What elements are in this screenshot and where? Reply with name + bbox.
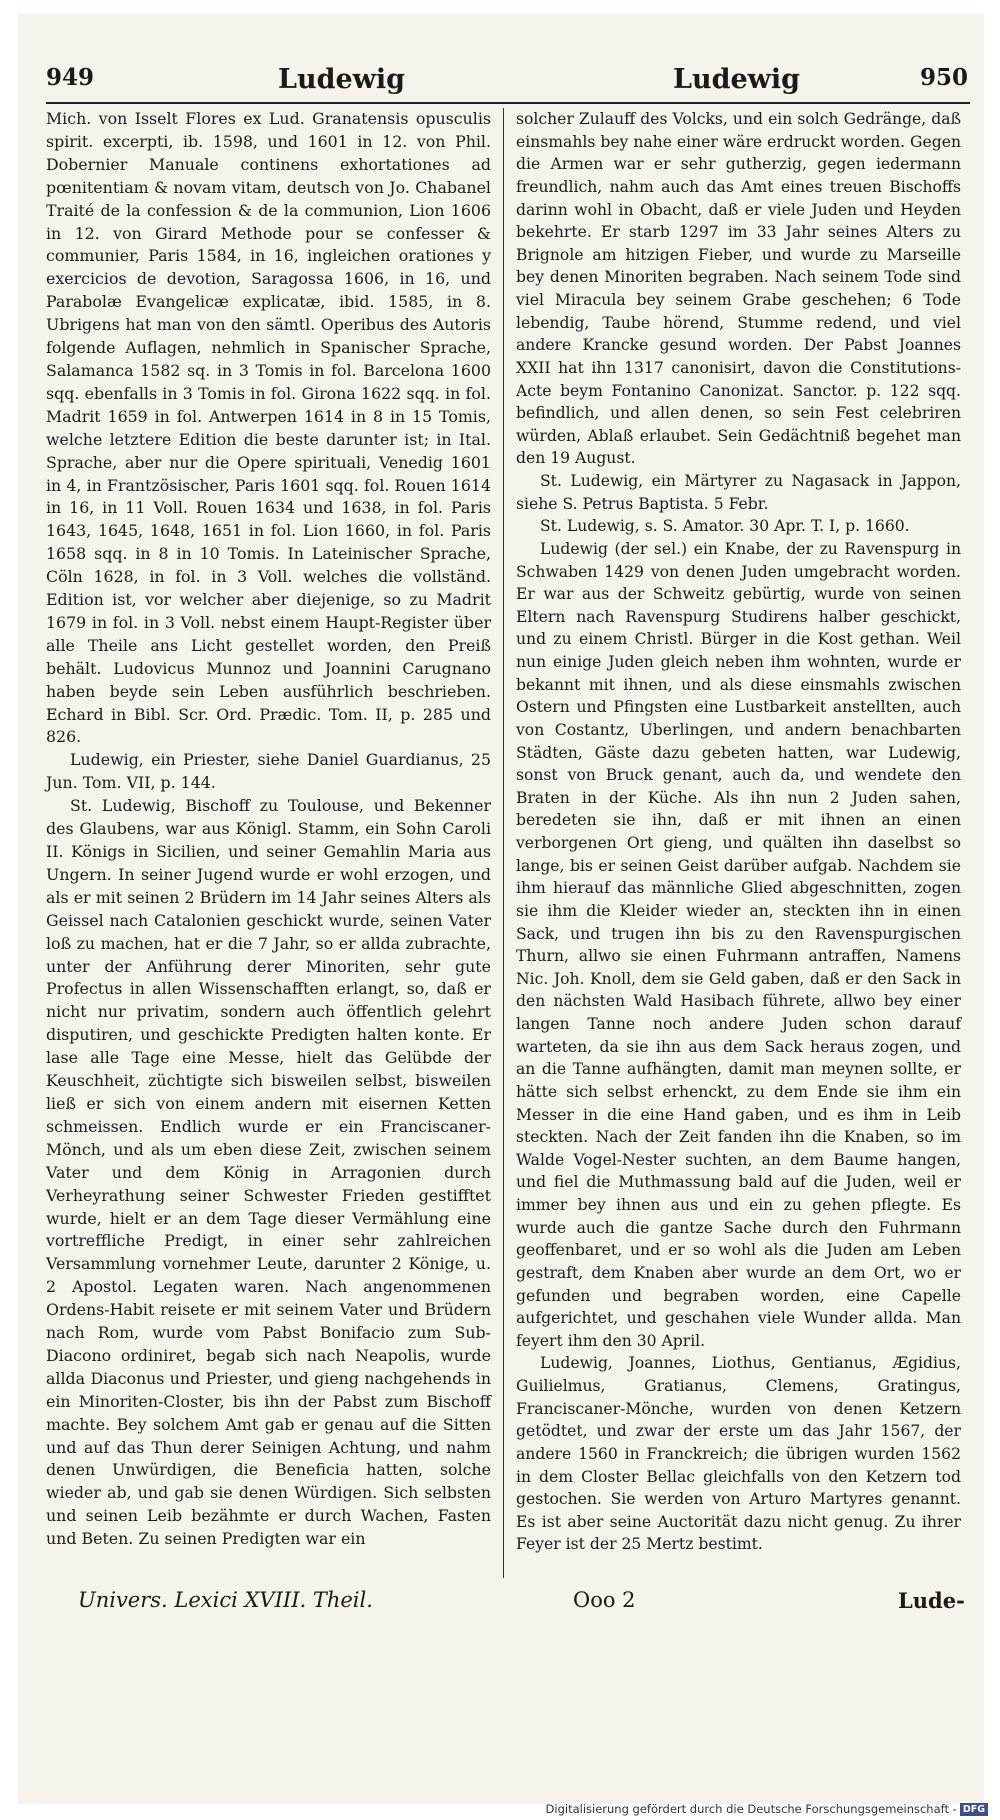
paragraph: solcher Zulauff des Volcks, und ein solch Gedränge, daß einsmahls bey nahe einer wäre erdruckt worden. Gegen die Armen war er sehr gutherzig, gegen iedermann freundlich, nahm auch das Amt eines treuen Bischoffs darinn wohl in Obacht, daß er viele Juden und Heyden bekehrte. Er starb 1297 im 33 Jahr seines Alters zu Brignole am hitzigen Fieber, und wurde zu Marseille bey denen Minoriten begraben. Nach seinem Tode sind viel Miracula bey seinem Grabe geschehen; 6 Tode lebendig, Taube hörend, Stumme redend, und viel andere Krancke gesund worden. Der Pabst Joannes XXII hat ihn 1317 canonisirt, davon die Constitutions-Acte beym Fontanino Canonizat. Sanctor. p. 122 sqq. befindlich, und allen denen, so sein Fest celebriren würden, Ablaß erlaubet. Sein Gedächtniß begehet man den 19 August. [516, 110, 961, 468]
catchword: Lude- [898, 1588, 965, 1613]
book-page [18, 14, 984, 1804]
running-title-left: Ludewig [278, 64, 406, 95]
paragraph: St. Ludewig, ein Märtyrer zu Nagasack in Jappon, siehe S. Petrus Baptista. 5 Febr. [516, 472, 961, 513]
paragraph: St. Ludewig, Bischoff zu Toulouse, und Bekenner des Glaubens, war aus Königl. Stamm, ein Sohn Caroli II. Königs in Sicilien, und seiner Gemahlin Maria aus Ungern. In seiner Jugend wurde er wohl erzogen, und als er mit seinen 2 Brüdern im 14 Jahr seines Alters als Geissel nach Catalonien geschickt wurde, seinen Vater loß zu machen, hat er die 7 Jahr, so er allda zubrachte, unter der Anführung derer Minoriten, sehr gute Profectus in allen Wissenschafften erlangt, so, daß er nicht nur privatim, sondern auch öffentlich gelehrt disputiren, und geschickte Predigten halten konte. Er lase alle Tage eine Messe, hielt das Gelübde der Keuschheit, züchtigte sich bisweilen selbst, bisweilen ließ er sich von einem andern mit eisernen Ketten schmeissen. Endlich wurde er ein Franciscaner-Mönch, und als um eben diese Zeit, zwischen seinem Vater und dem König in Arragonien durch Verheyrathung seiner Schwester Frieden gestifftet wurde, hielt er an dem Tage dieser Vermählung eine vortreffliche Predigt, in einer sehr zahlreichen Versammlung vornehmer Leute, darunter 2 Könige, u. 2 Apostol. Legaten waren. Nach angenommenen Ordens-Habit reisete er mit seinem Vater und Brüdern nach Rom, wurde vom Pabst Bonifacio zum Sub-Diacono ordiniret, begab sich nach Neapolis, wurde allda Diaconus und Priester, und gieng nachgehends in ein Minoriten-Closter, bis ihn der Pabst zum Bischoff machte. Bey solchem Amt gab er genau auf die Sitten und auf das Thun derer Seinigen Achtung, und nahm denen Unwürdigen, die Beneficia hatten, solche wieder ab, und gab sie denen Würdigen. Sich selbsten und seinen Leib bezähmte er durch Wachen, Fasten und Beten. Zu seinen Predigten war ein [46, 796, 491, 1549]
paragraph: Mich. von Isselt Flores ex Lud. Granatensis opusculis spirit. excerpti, ib. 1598, und 1601 in 12. von Phil. Dobernier Manuale continens exhortationes ad pœnitentiam & novam vitam, deutsch von Jo. Chabanel Traité de la confession & de la communion, Lion 1606 in 12. von Girard Methode pour se confesser & communier, Paris 1584, in 16, ingleichen orationes y exercicios de devotion, Saragossa 1606, in 16, und Parabolæ Evangelicæ explicatæ, ibid. 1585, in 8. Ubrigens hat man von den sämtl. Operibus des Autoris folgende Auflagen, nehmlich in Spanischer Sprache, Salamanca 1582 sq. in 3 Tomis in fol. Barcelona 1600 sqq. ebenfalls in 3 Tomis in fol. Girona 1622 sqq. in fol. Madrit 1659 in fol. Antwerpen 1614 in 8 in 15 Tomis, welche letztere Edition die beste darunter ist; in Ital. Sprache, aber nur die Opere spirituali, Venedig 1601 in 4, in Frantzösischer, Paris 1601 sqq. fol. Rouen 1614 in 16, in 11 Voll. Rouen 1634 und 1638, in fol. Paris 1643, 1645, 1648, 1651 in fol. Lion 1660, in fol. Paris 1658 sqq. in 8 in 10 Tomis. In Lateinischer Sprache, Cöln 1628, in fol. in 3 Voll. welches die vollständ. Edition ist, vor welcher aber diejenige, so zu Madrit 1679 in fol. in 3 Voll. nebst einem Haupt-Register über alle Theile ans Licht gestellet worden, den Preiß behält. Ludovicus Munnoz und Joannini Carugnano haben beyde sein Leben ausführlich beschrieben. Echard in Bibl. Scr. Ord. Prædic. Tom. II, p. 285 und 826. [46, 109, 491, 747]
digitization-credit [546, 1802, 988, 1816]
dfg-logo-icon: DFG [960, 1803, 988, 1816]
paragraph: Ludewig, Joannes, Liothus, Gentianus, Ægidius, Guilielmus, Gratianus, Clemens, Gratingus, Franciscaner-Mönche, wurden von denen Ketzern getödtet, und zwar der erste um das Jahr 1567, der andere 1560 in Franckreich; die übrigen wurden 1562 in dem Closter Bellac gleichfalls von den Ketzern tod gestochen. Sie werden von Arturo Martyres genannt. Es ist aber seine Auctorität dazu nicht genug. Zu ihrer Feyer ist der 25 Mertz bestimt. [516, 1354, 961, 1554]
header-rule [46, 102, 970, 104]
left-column [46, 108, 491, 1551]
signature-line: Univers. Lexici XVIII. Theil. [78, 1588, 373, 1612]
credit-text: Digitalisierung gefördert durch die Deutsche Forschungsgemeinschaft - [545, 1802, 957, 1816]
page-number-left: 949 [46, 64, 95, 91]
column-divider [503, 108, 504, 1578]
running-title-right: Ludewig [673, 64, 801, 95]
paragraph: Ludewig, ein Priester, siehe Daniel Guardianus, 25 Jun. Tom. VII, p. 144. [46, 750, 491, 793]
right-column [516, 108, 961, 1556]
page-number-right: 950 [919, 64, 968, 91]
paragraph: Ludewig (der sel.) ein Knabe, der zu Ravenspurg in Schwaben 1429 von denen Juden umgebracht worden. Er war aus der Schweitz gebürtig, wurde von seinen Eltern nach Ravenspurg Studirens halber geschickt, und zu einem Christl. Bürger in die Kost gethan. Weil nun einige Juden gleich neben ihm wohnten, wurde er bekannt mit ihnen, und als diese einsmahls zwischen Ostern und Pfingsten eine Lustbarkeit anstellten, auch von Costantz, Uberlingen, und andern benachbarten Städten, Gäste dazu gebeten hatten, war Ludewig, sonst von Bruck genant, auch da, und wendete den Braten in der Küche. Als ihn nun 2 Juden sahen, beredeten sie ihn, daß er mit ihnen an einen verborgenen Ort gieng, und quälten ihn daselbst so lange, bis er seinen Geist darüber aufgab. Nachdem sie ihm hierauf das männliche Glied abgeschnitten, zogen sie ihm die Kleider wieder an, steckten ihn in einen Sack, und trugen ihn bis zu den Ravenspurgischen Thurn, allwo sie einen Fuhrmann antraffen, Namens Nic. Joh. Knoll, dem sie Geld gaben, daß er den Sack in den nächsten Wald Hasibach führete, allwo bey einer langen Tanne noch andere Juden schon darauf warteten, da sie ihn aus dem Sack heraus zogen, und an die Tanne aufhängten, damit man meynen sollte, er hätte sich selbst erhenckt, zu dem Ende sie ihm ein Messer in die eine Hand gaben, und es ihm in Leib steckten. Nach der Zeit fanden ihn die Knaben, so im Walde Vogel-Nester suchten, an dem Baume hangen, und fiel die Muthmassung bald auf die Juden, weil er immer bey ihnen aus und ein zu gehen pflegte. Es wurde auch die gantze Sache durch den Fuhrmann geoffenbaret, und er so wohl als die Juden am Leben gestraft, dem Knaben aber wurde an dem Ort, wo er gefunden und begraben worden, eine Capelle aufgerichtet, und geschahen viele Wunder allda. Man feyert ihm den 30 April. [516, 539, 961, 1350]
sheet-mark: Ooo 2 [573, 1588, 636, 1612]
paragraph: St. Ludewig, s. S. Amator. 30 Apr. T. I, p. 1660. [540, 517, 910, 536]
running-header [18, 14, 984, 94]
